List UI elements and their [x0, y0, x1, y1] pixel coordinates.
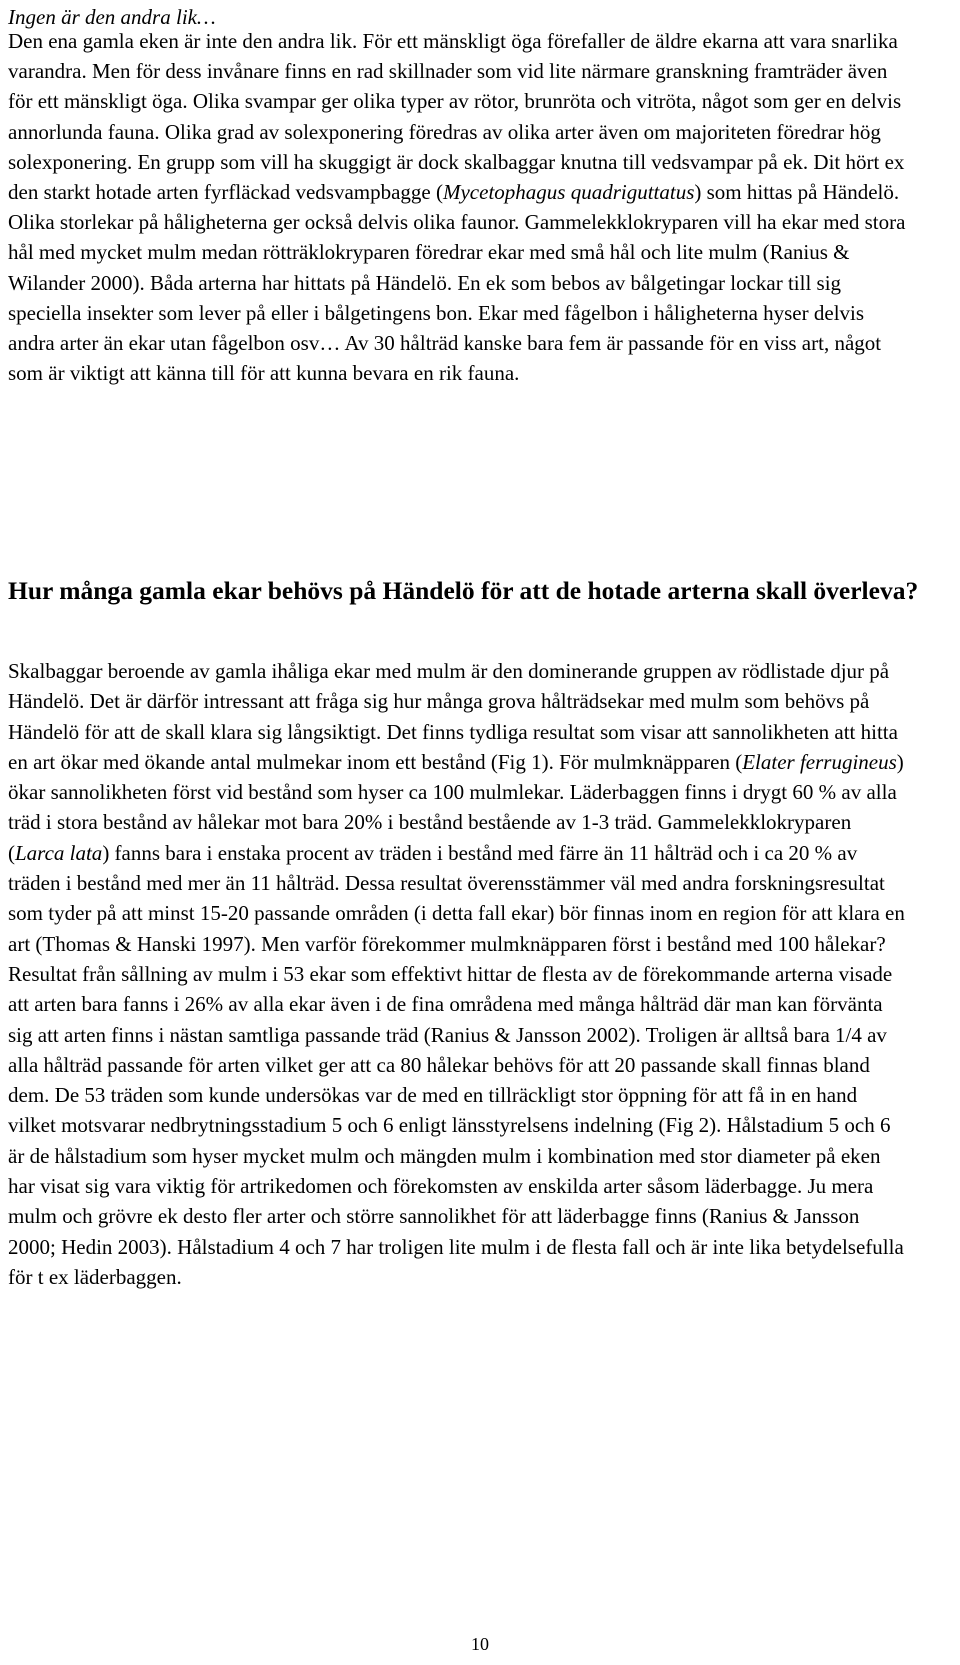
page-number: 10: [471, 1634, 489, 1654]
body-paragraph-2: [8, 656, 908, 1292]
section-heading-bold: Hur många gamla ekar behövs på Händelö för att de hotade arterna skall överleva?: [8, 576, 919, 605]
text-run: ) som hittas på Händelö. Olika storlekar på håligheterna ger också delvis olika faunor. Gammelekklokryparen vill ha ekar med stora hål med mycket mulm medan rötträklokryparen föredrar ekar med små hål och lite mulm (Ranius & Wilander 2000). Båda arterna har hittats på Händelö. En ek som bebos av bålgetingar lockar till sig speciella insekter som lever på eller i bålgetingens bon. Ekar med fågelbon i håligheterna hyser delvis andra arter än ekar utan fågelbon osv… Av 30 hålträd kanske bara fem är passande för en viss art, något som är viktigt att känna till för att kunna bevara en rik fauna.: [8, 180, 906, 386]
species-name: Mycetophagus quadriguttatus: [442, 180, 695, 205]
species-name: Elater ferrugineus: [742, 749, 897, 774]
body-paragraph-1: [8, 26, 908, 388]
text-run: Skalbaggar beroende av gamla ihåliga ekar med mulm är den dominerande gruppen av rödlistade djur på Händelö. Det är därför intressant att fråga sig hur många grova hålträdsekar med mulm som behövs på Händelö för att de skall klara sig långsiktigt. Det finns tydliga resultat som visar att sannolikheten att hitta en art ökar med ökande antal mulmekar inom ett bestånd (Fig 1). För mulmknäpparen (: [8, 659, 898, 774]
text-run: ) ökar sannolikheten först vid bestånd som hyser ca 100 mulmlekar. Läderbaggen finns i drygt 60 % av alla träd i stora bestånd av hålekar mot bara 20% i bestånd bestående av 1-3 träd. Gammelekklokryparen (: [8, 749, 904, 865]
section-heading-italic: Ingen är den andra lik…: [8, 5, 216, 29]
text-run: ) fanns bara i enstaka procent av träden i bestånd med färre än 11 hålträd och i ca 20 % av träden i bestånd med mer än 11 hålträd. Dessa resultat överensstämmer väl med andra forskningsresultat som tyder på att minst 15-20 passande områden (i detta fall ekar) bör finnas inom en region för att klara en art (Thomas & Hanski 1997). Men varför förekommer mulmknäpparen först i bestånd med 100 hålekar? Resultat från sållning av mulm i 53 ekar som effektivt hittar de flesta av de förekommande arterna visade att arten bara fanns i 26% av alla ekar även i de fina områdena med många hålträd där man kan förvänta sig att arten finns i nästan samtliga passande träd (Ranius & Jansson 2002). Troligen är alltså bara 1/4 av alla hålträd passande för arten vilket ger att ca 80 hålekar behövs för att 20 passande skall finnas bland dem. De 53 träden som kunde undersökas var de med en tillräckligt stor öppning för att få in en hand vilket motsvarar nedbrytningsstadium 5 och 6 enligt länsstyrelsens indelning (Fig 2). Hålstadium 5 och 6 är de hålstadium som hyser mycket mulm och mängden mulm i kombination med stor diameter på eken har visat sig vara viktig för artrikedomen och förekomsten av enskilda arter såsom läderbagge. Ju mera mulm och grövre ek desto fler arter och större sannolikhet för att läderbagge finns (Ranius & Jansson 2000; Hedin 2003). Hålstadium 4 och 7 har troligen lite mulm i de flesta fall och är inte lika betydelsefulla för t ex läderbaggen.: [8, 840, 905, 1289]
species-name: Larca lata: [15, 840, 103, 865]
text-run: Den ena gamla eken är inte den andra lik. För ett mänskligt öga förefaller de äldre ekarna att vara snarlika varandra. Men för dess invånare finns en rad skillnader som vid lite närmare granskning framträder även för ett mänskligt öga. Olika svampar ger olika typer av rötor, brunröta och vitröta, något som ger en delvis annorlunda fauna. Olika grad av solexponering föredras av olika arter även om majoriteten föredrar hög solexponering. En grupp som vill ha skuggigt är dock skalbaggar knutna till vedsvampar på ek. Dit hört ex den starkt hotade arten fyrfläckad vedsvampbagge (: [8, 29, 905, 205]
